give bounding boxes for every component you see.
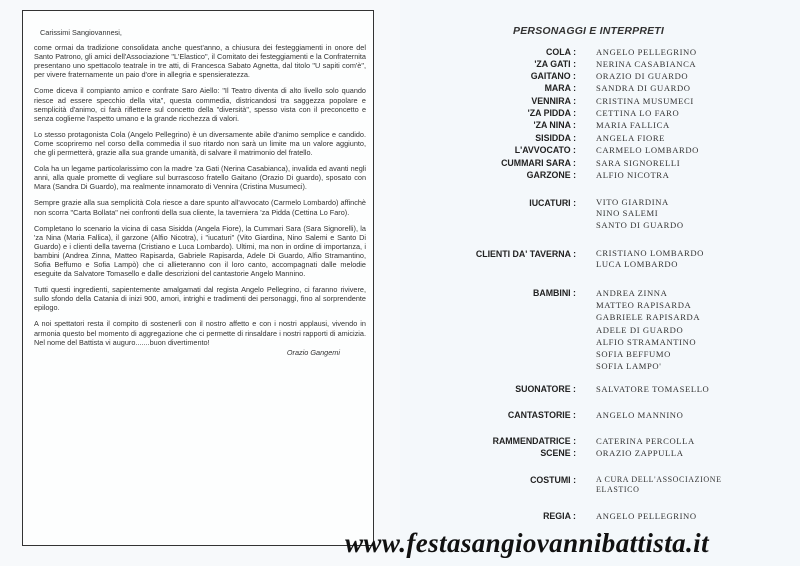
role-label: REGIA :: [543, 511, 576, 521]
actor-name: CATERINA PERCOLLA: [596, 436, 695, 446]
actor-name: CRISTINA MUSUMECI: [596, 96, 694, 106]
letter-paragraph: Cola ha un legame particolarissimo con la madre 'za Gati (Nerina Casabianca), invalida ed avanti negli anni, alla quale promette di vegliare sul burrascoso fratello Gaitano (Orazio Di guardo), sposato con Mara (Sandra Di Guardo), ma realmente innamorato di Vennira (Cristina Musumeci).: [34, 164, 366, 192]
cast-row-cantastorie: [430, 410, 790, 421]
actor-name: ELASTICO: [596, 485, 640, 494]
actor-name: ANGELO MANNINO: [596, 410, 684, 420]
actor-name: NERINA CASABIANCA: [596, 59, 697, 69]
bambini-list: [596, 287, 700, 372]
role-label: COLA :: [546, 47, 576, 57]
clienti-list: [596, 248, 704, 271]
role-label: IUCATURI :: [529, 198, 576, 208]
letter-paragraph: Tutti questi ingredienti, sapientemente amalgamati dal regista Angelo Pellegrino, ci faranno rivivere, sullo sfondo della Catania di inizi 900, amori, intrighi e tradimenti dei personaggi, fino al sorprendente epilogo.: [34, 285, 366, 313]
cast-row: [430, 83, 790, 94]
role-label: L'AVVOCATO :: [514, 145, 576, 155]
role-label: CUMMARI SARA :: [501, 158, 576, 168]
cast-row: [430, 145, 790, 156]
cast-row-scene: [430, 448, 790, 459]
cast-row: [430, 47, 790, 58]
letter: [34, 14, 366, 357]
role-label: VENNIRA :: [531, 96, 576, 106]
letter-paragraph: come ormai da tradizione consolidata anche quest'anno, a chiusura dei festeggiamenti in onore del Santo Patrono, gli amici dell'Associazione "L'Elastico", il Comitato dei festeggiamenti e la Confraternita presentano uno spettacolo teatrale in tre atti, di Francesca Sabato Agnetta, dal titolo "U sapiti com'è", per vivere fraternamente un paio d'ore in allegria e spensieratezza.: [34, 43, 366, 80]
letter-paragraph: A noi spettatori resta il compito di sostenerli con il nostro affetto e con i nostri applausi, vivendo in armonia questo bel momento di aggregazione che ci permette di rinsaldare i nostri rapporti di amicizia. Nel nome del Battista vi auguro.......buon divertimento!: [34, 319, 366, 347]
cast-row-suonatore: [430, 384, 790, 395]
role-label: BAMBINI :: [532, 288, 576, 298]
cast-row: [430, 108, 790, 119]
role-label: GARZONE :: [526, 170, 576, 180]
letter-paragraph: Sempre grazie alla sua semplicità Cola riesce a dare spunto all'avvocato (Carmelo Lombardo) affinchè non scorra "Carta Bollata" nei confronti della sua cliente, la taverniera 'za Pidda (Cettina Lo Faro).: [34, 198, 366, 217]
actor-name: ANGELO PELLEGRINO: [596, 47, 697, 57]
cast-heading: PERSONAGGI E INTERPRETI: [513, 25, 665, 37]
actor-name: SOFIA BEFFUMO: [596, 349, 671, 360]
letter-paragraph: Come diceva il compianto amico e confrate Saro Aiello: "Il Teatro diventa di alto livello solo quando riesce ad essere specchio della vita", questa commedia, districandosi tra saggezza popolare e semplicità d'animo, ci farà riflettere sul concetto della "diversità", spesso vista con il preconcetto e senza coglierne l'aspetto umano e la grande ricchezza di valori.: [34, 86, 366, 123]
actor-name: ANDREA ZINNA: [596, 288, 668, 298]
website-url: www.festasangiovannibattista.it: [345, 528, 709, 558]
iucaturi-list: [596, 197, 684, 231]
actor-name: SALVATORE TOMASELLO: [596, 384, 710, 394]
role-label: GAITANO :: [530, 71, 576, 81]
role-label: CANTASTORIE :: [507, 410, 576, 420]
actor-name: CARMELO LOMBARDO: [596, 145, 699, 155]
role-label: 'ZA PIDDA :: [527, 108, 576, 118]
cast-row: [430, 158, 790, 169]
actor-name: MARIA FALLICA: [596, 120, 670, 130]
actor-name: GABRIELE RAPISARDA: [596, 312, 701, 323]
actor-name: SOFIA LAMPO': [596, 361, 662, 372]
role-label: 'ZA NINA :: [533, 120, 576, 130]
costumi-list: [596, 475, 722, 495]
cast-row: [430, 133, 790, 144]
letter-paragraph: Completano lo scenario la vicina di casa Sisidda (Angela Fiore), la Cummari Sara (Sara Signorelli), la 'za Nina (Maria Fallica), il garzone (Alfio Nicotra), i "iucaturi" (Vito Giardina, Nino Salemi e Santo Di Guardo) e i clienti della taverna (Cristiano e Luca Lombardo). Ultimi, ma non in ordine di importanza, i bambini (Andrea Zinna, Matteo Rapisarda, Gabriele Rapisarda, Adele Di Guardo, Alfio Stramantino, Sofia Beffumo e Sofia Lampò) che ci allieteranno con il loro canto, accompagnati dalle melodie eseguite da Salvatore Tomasello e dalle descrizioni del cantastorie Angelo Mannino.: [34, 223, 366, 279]
cast-row: [430, 170, 790, 181]
role-label: MARA :: [544, 83, 576, 93]
actor-name: CRISTIANO LOMBARDO: [596, 248, 704, 258]
role-label: CLIENTI DA' TAVERNA :: [475, 249, 576, 259]
actor-name: A CURA DELL'ASSOCIAZIONE: [596, 475, 722, 484]
role-label: COSTUMI :: [530, 475, 576, 485]
role-label: SCENE :: [540, 448, 576, 458]
cast-row: [430, 96, 790, 107]
actor-name: LUCA LOMBARDO: [596, 259, 679, 270]
actor-name: CETTINA LO FARO: [596, 108, 680, 118]
actor-name: ALFIO STRAMANTINO: [596, 336, 697, 347]
actor-name: MATTEO RAPISARDA: [596, 300, 692, 311]
role-label: SUONATORE :: [515, 384, 576, 394]
actor-name: ALFIO NICOTRA: [596, 170, 670, 180]
cast-row: [430, 120, 790, 131]
actor-name: NINO SALEMI: [596, 208, 659, 219]
letter-signature: Orazio Gangemi: [286, 347, 340, 357]
role-label: SISIDDA :: [535, 133, 576, 143]
letter-paragraph: Lo stesso protagonista Cola (Angelo Pellegrino) è un diversamente abile d'animo semplice e candido. Come scopriremo nel corso della commedia il suo ritardo non sarà un limite ma un valore aggiunto, che gli permetterà, grazie alla sua grande umanità, di salvare il matrimonio del fratello.: [34, 129, 366, 158]
actor-name: ADELE DI GUARDO: [596, 324, 684, 335]
actor-name: VITO GIARDINA: [596, 197, 669, 207]
cast-row: [430, 59, 790, 70]
cast-row-regia: [430, 511, 790, 522]
actor-name: ORAZIO ZAPPULLA: [596, 448, 684, 458]
actor-name: ANGELA FIORE: [596, 133, 666, 143]
actor-name: SANDRA DI GUARDO: [596, 83, 691, 93]
actor-name: SANTO DI GUARDO: [596, 219, 684, 230]
role-label: RAMMENDATRICE :: [492, 436, 576, 446]
actor-name: SARA SIGNORELLI: [596, 158, 681, 168]
actor-name: ORAZIO DI GUARDO: [596, 71, 689, 81]
cast-row-rammendatrice: [430, 436, 790, 447]
letter-salutation: Carissimi Sangiovannesi,: [40, 28, 122, 37]
role-label: 'ZA GATI :: [534, 59, 576, 69]
actor-name: ANGELO PELLEGRINO: [596, 511, 697, 521]
cast-row: [430, 71, 790, 82]
